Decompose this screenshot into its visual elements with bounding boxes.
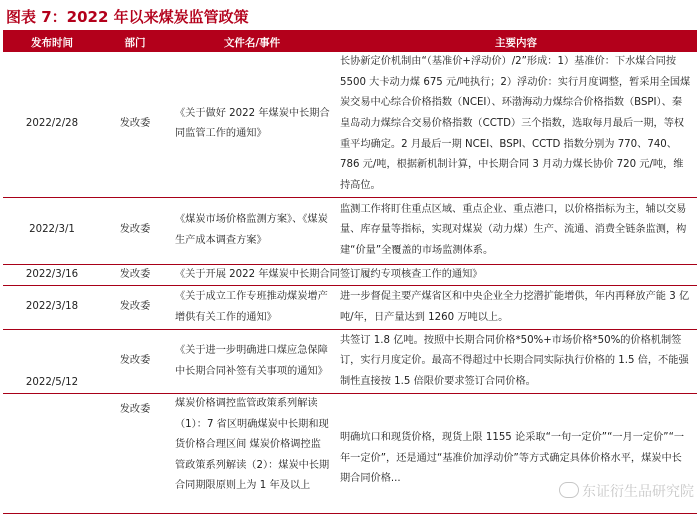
table-row <box>3 197 697 264</box>
row-date: 2022/2/28 <box>3 52 101 197</box>
row-doc: 煤炭价格调控监管政策系列解读（1）：7 省区明确煤炭中长期和现货价格合理区间 煤炭价格调控监管政策系列解读（2）：煤炭中长期合同期限原则上为 1 年及以上 <box>169 394 335 514</box>
row-dept: 发改委 <box>101 394 169 514</box>
header-doc: 文件名/事件 <box>169 32 335 52</box>
table-row <box>3 264 697 286</box>
row-date: 2022/3/1 <box>3 197 101 264</box>
table-row <box>3 330 697 394</box>
row-date: 2022/5/12 <box>3 330 101 394</box>
table-row <box>3 52 697 197</box>
header-dept: 部门 <box>101 32 169 52</box>
wechat-icon <box>559 482 579 498</box>
row-content: 监测工作将盯住重点区域、重点企业、重点港口，以价格指标为主，辅以交易量、库存量等指标，实现对煤炭（动力煤）生产、流通、消费全链条监测，构建“价量”全覆盖的市场监测体系。 <box>335 197 697 264</box>
row-dept: 发改委 <box>101 286 169 330</box>
page-title: 图表 7：2022 年以来煤炭监管政策 <box>6 8 249 26</box>
row-dept: 发改委 <box>101 197 169 264</box>
table-header-row <box>3 32 697 52</box>
row-doc: 《关于进一步明确进口煤应急保障中长期合同补签有关事项的通知》 <box>169 330 335 394</box>
row-date <box>3 394 101 514</box>
row-dept: 发改委 <box>101 264 169 286</box>
row-doc: 《关于成立工作专班推动煤炭增产增供有关工作的通知》 <box>169 286 335 330</box>
row-dept: 发改委 <box>101 330 169 394</box>
watermark <box>559 481 694 501</box>
row-content: 进一步督促主要产煤省区和中央企业全力挖潜扩能增供，年内再释放产能 3 亿吨/年，日产量达到 1260 万吨以上。 <box>335 286 697 330</box>
header-date: 发布时间 <box>3 32 101 52</box>
row-dept: 发改委 <box>101 52 169 197</box>
row-content: 长协新定价机制由“（基准价+浮动价）/2”形成：1）基准价：下水煤合同按 5500 大卡动力煤 675 元/吨执行；2）浮动价：实行月度调整，暂采用全国煤炭交易中心综合价格指数（NCEI）、环渤海动力煤综合价格指数（BSPI）、秦皇岛动力煤综合交易价格指数（CCTD）三个指数，选取每月最后一期，等权重平均确定。2 月最后一期 NCEI、BSPI、CCTD 指数分别为 770、740、786 元/吨，根据新机制计算，中长期合同 3 月动力煤长协价 720 元/吨，维持高位。 <box>335 52 697 197</box>
row-date: 2022/3/18 <box>3 286 101 330</box>
row-doc: 《煤炭市场价格监测方案》、《煤炭生产成本调查方案》 <box>169 197 335 264</box>
table-row <box>3 286 697 330</box>
row-content: 明确坑口和现货价格，现货上限 1155 论采取“一旬一定价”“一月一定价”“一年一定价”，还是通过“基准价加浮动价”等方式确定具体价格水平，煤炭中长期合同价格... <box>335 394 697 514</box>
row-content: 共签订 1.8 亿吨。按照中长期合同价格*50%+市场价格*50%的价格机制签订，实行月度定价。最高不得超过中长期合同实际执行价格的 1.5 倍，不能强制性直接按 1.5 倍限价要求签订合同价格。 <box>335 330 697 394</box>
watermark-text: 东证衍生品研究院 <box>582 484 694 500</box>
row-doc: 《关于做好 2022 年煤炭中长期合同监管工作的通知》 <box>169 52 335 197</box>
policy-table <box>3 32 697 514</box>
header-content: 主要内容 <box>335 32 697 52</box>
row-doc: 《关于开展 2022 年煤炭中长期合同签订履约专项核查工作的通知》 <box>169 264 697 286</box>
row-date: 2022/3/16 <box>3 264 101 286</box>
